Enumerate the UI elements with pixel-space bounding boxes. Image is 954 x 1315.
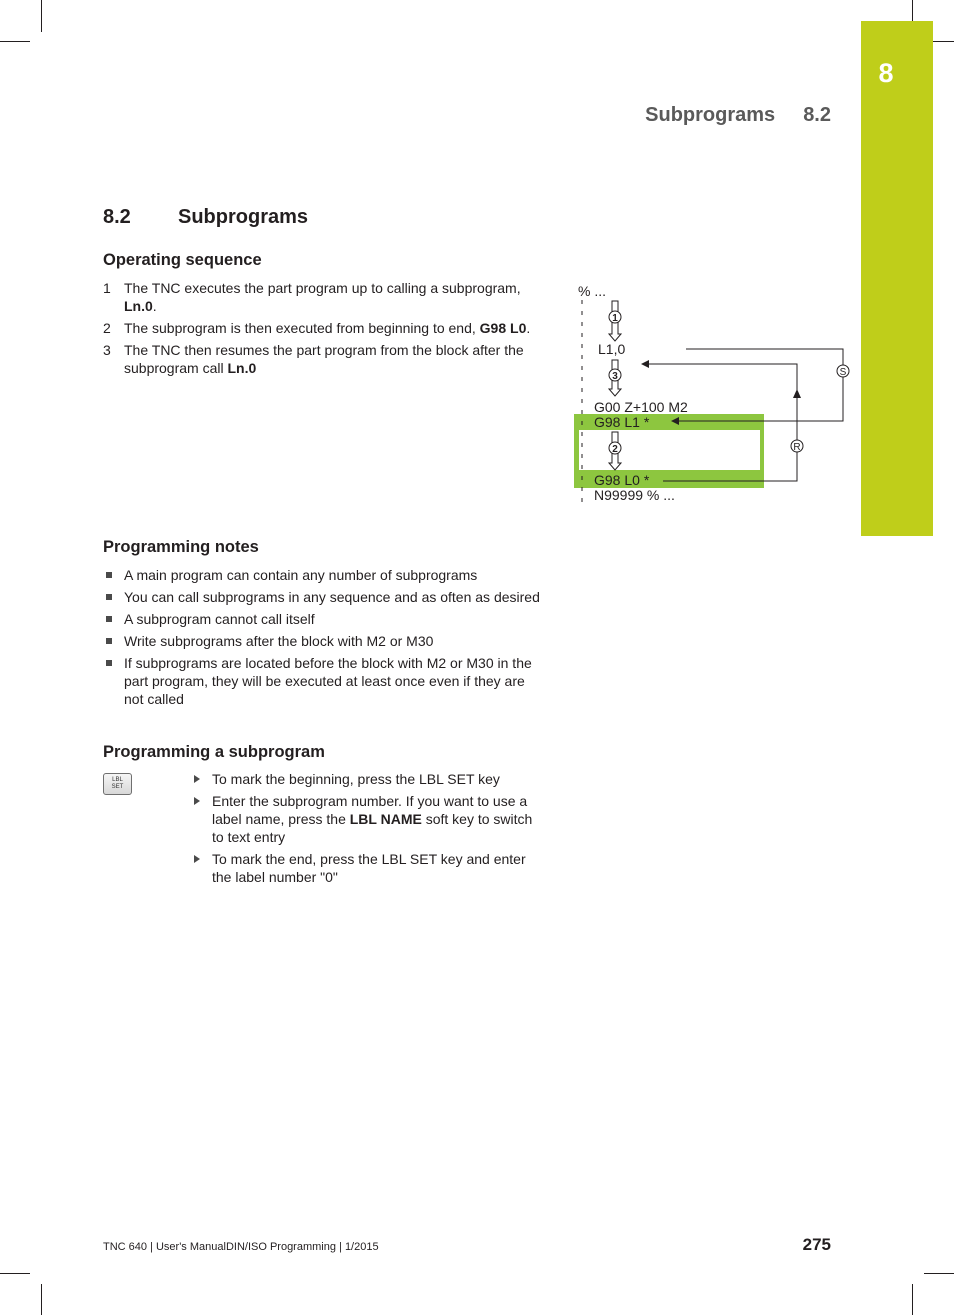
line-call: L1,0 (598, 341, 626, 357)
step-arrow-icon (194, 775, 200, 783)
programming-subprogram-steps (191, 770, 543, 890)
marker-r: R (793, 442, 801, 453)
list-item (191, 770, 543, 788)
crop-mark (41, 1284, 42, 1315)
running-header-number: 8.2 (803, 104, 831, 126)
step-bold: Ln.0 (124, 298, 153, 314)
marker-3: 3 (612, 371, 618, 382)
list-item (103, 632, 543, 650)
running-header-title: Subprograms (645, 104, 776, 126)
step-text: To mark the beginning, press the LBL SET key (212, 771, 500, 787)
line-percent: % ... (578, 283, 607, 299)
heading-operating-sequence: Operating sequence (103, 251, 262, 269)
key-label-line2: SET (111, 784, 124, 790)
step-number: 1 (103, 280, 111, 296)
note-text: You can call subprograms in any sequence and as often as desired (124, 589, 540, 605)
down-arrow-icon (609, 360, 621, 396)
list-item (103, 654, 543, 708)
subprogram-highlight-inner (579, 430, 760, 470)
bullet-icon (106, 638, 112, 644)
heading-programming-notes: Programming notes (103, 538, 259, 556)
bullet-icon (106, 660, 112, 666)
step-number: 2 (103, 320, 111, 336)
page-number: 275 (802, 1235, 831, 1254)
bullet-icon (106, 594, 112, 600)
crop-mark (924, 1273, 954, 1274)
lbl-set-key-icon (103, 773, 132, 795)
step-bold: Ln.0 (227, 360, 257, 376)
list-item (103, 588, 543, 606)
footer-text: TNC 640 | User's ManualDIN/ISO Programming | 1/2015 (103, 1241, 379, 1253)
list-item (191, 850, 543, 886)
step-text: Enter the subprogram number. If you want to use a label name, press the (212, 793, 528, 827)
step-arrow-icon (194, 855, 200, 863)
down-arrow-icon (609, 301, 621, 341)
marker-s: S (839, 367, 847, 378)
subprogram-flow-diagram (0, 0, 954, 560)
step-bold: G98 L0 (479, 320, 527, 336)
step-after: . (152, 298, 157, 314)
note-text: If subprograms are located before the block with M2 or M30 in the part program, they will be executed at least once even if they are not called (124, 655, 532, 707)
bullet-icon (106, 572, 112, 578)
list-item (103, 566, 543, 584)
section-number: 8.2 (103, 206, 131, 228)
note-text: A main program can contain any number of subprograms (124, 567, 478, 583)
line-g00: G00 Z+100 M2 (594, 399, 688, 415)
list-item (103, 610, 543, 628)
chapter-tab-number: 8 (878, 58, 894, 88)
list-item (191, 792, 543, 846)
key-label-line1: LBL (112, 777, 123, 783)
step-arrow-icon (194, 797, 200, 805)
heading-programming-a-subprogram: Programming a subprogram (103, 743, 325, 761)
line-g98-l1: G98 L1 * (594, 414, 650, 430)
step-number: 3 (103, 342, 111, 358)
step-after: soft key to switch to text entry (212, 811, 533, 845)
crop-mark (912, 1284, 913, 1315)
marker-2: 2 (612, 444, 618, 455)
programming-notes-list (103, 566, 543, 712)
jump-arrow-s (672, 349, 843, 421)
crop-mark (0, 1273, 30, 1274)
step-text: The TNC then resumes the part program from the block after the subprogram call (124, 342, 524, 376)
step-after: . (526, 320, 531, 336)
step-text: The TNC executes the part program up to calling a subprogram, (124, 280, 521, 296)
step-bold: LBL NAME (349, 811, 422, 827)
bullet-icon (106, 616, 112, 622)
note-text: A subprogram cannot call itself (124, 611, 315, 627)
line-end: N99999 % ... (594, 487, 675, 503)
line-g98-l0: G98 L0 * (594, 472, 650, 488)
marker-1: 1 (612, 313, 618, 324)
step-text: The subprogram is then executed from beginning to end, (124, 320, 480, 336)
step-text: To mark the end, press the LBL SET key and enter the label number "0" (212, 851, 526, 885)
section-name: Subprograms (178, 206, 309, 228)
up-arrowhead-icon (793, 389, 801, 398)
note-text: Write subprograms after the block with M2 or M30 (124, 633, 434, 649)
